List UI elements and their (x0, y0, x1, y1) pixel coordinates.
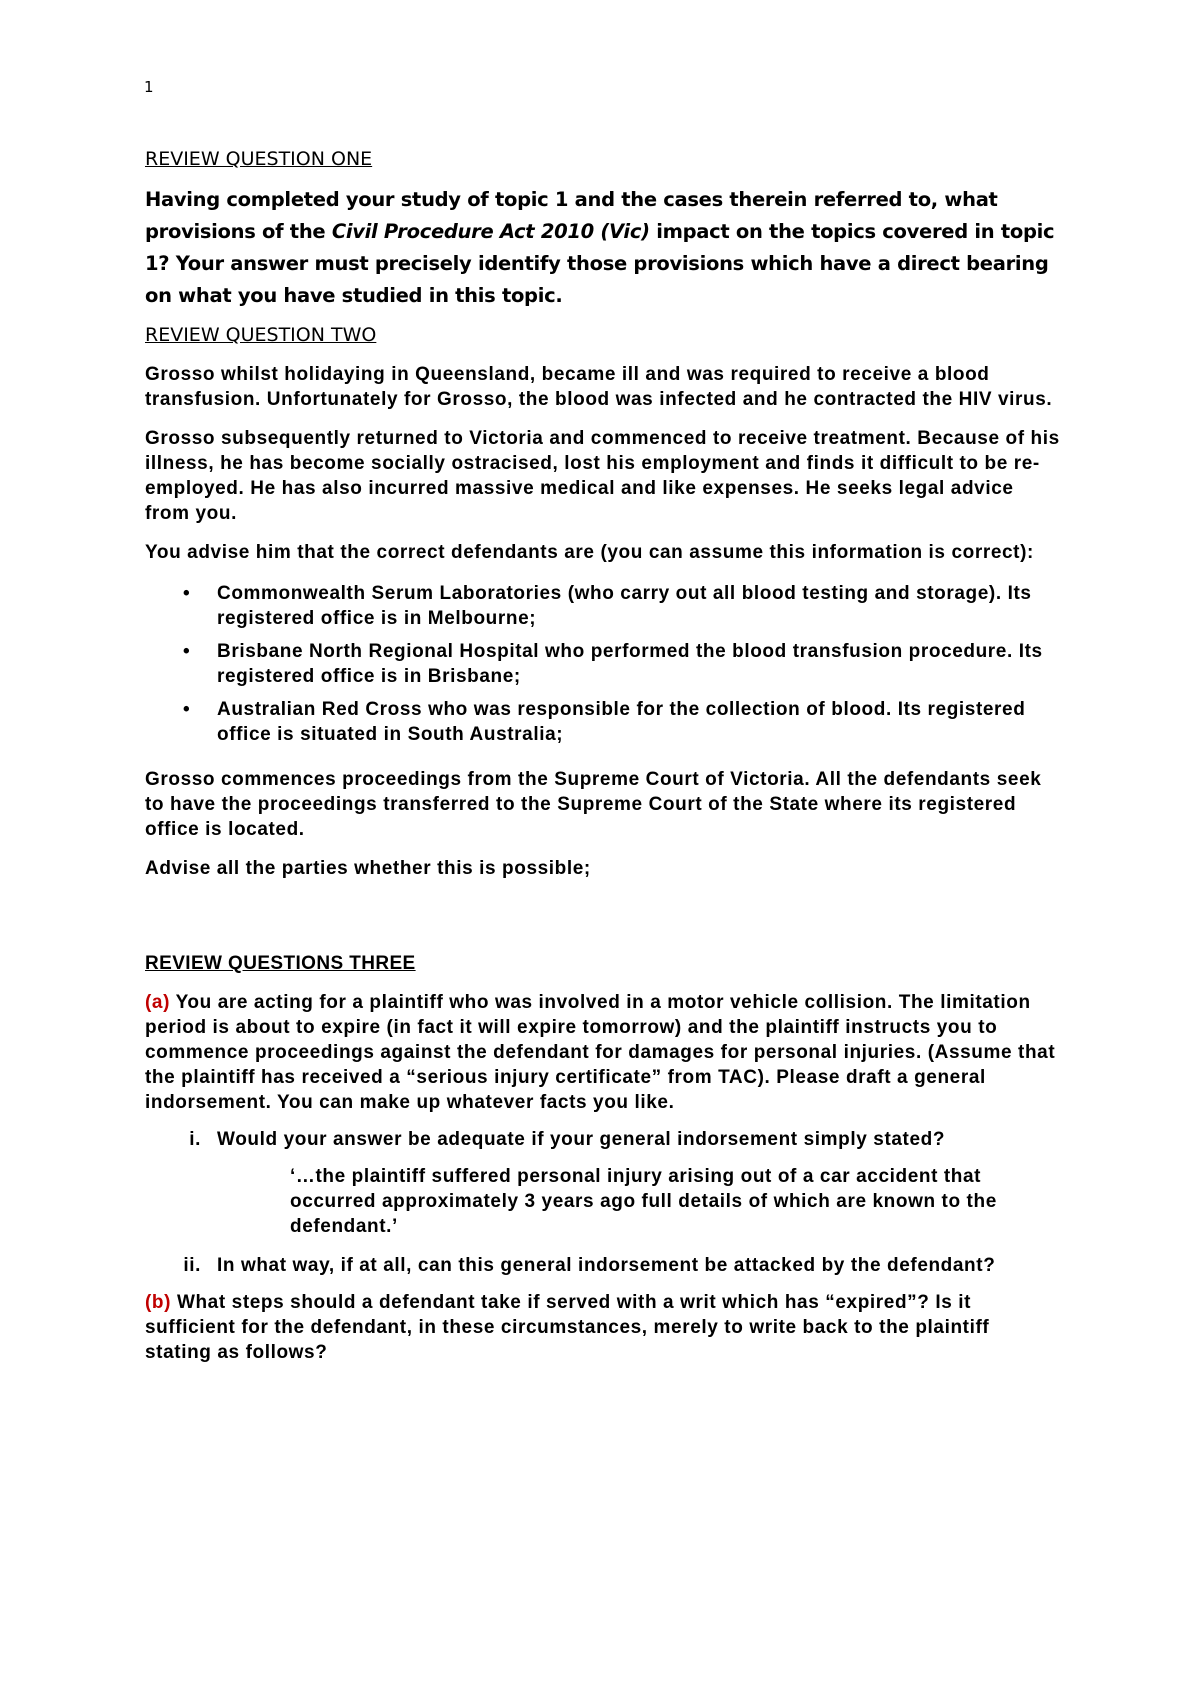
list-item (145, 697, 1060, 747)
list-item (145, 581, 1060, 631)
indorsement-quote: ‘…the plaintiff suffered personal injury arising out of a car accident that occurred approximately 3 years ago full details of which are known to the defendant.’ (290, 1166, 997, 1237)
sub-question-ii (145, 1253, 1060, 1278)
page-content (145, 148, 1060, 1365)
bullet-icon: • (183, 583, 191, 604)
sub-question-i-text: Would your answer be adequate if your general indorsement simply stated? (217, 1129, 946, 1150)
question-three-part-a (145, 990, 1060, 1115)
sub-question-ii-number: ii. (183, 1255, 201, 1276)
question-two-para-5: Advise all the parties whether this is possible; (145, 858, 591, 879)
question-one-text-start: Having completed your study of topic 1 and the cases therein referred to, what provisions of the (145, 188, 998, 243)
part-a-label: (a) (145, 992, 171, 1013)
question-one-body (145, 184, 1060, 312)
question-two-para-3: You advise him that the correct defendants are (you can assume this information is correct): (145, 542, 1034, 563)
act-name: Civil Procedure Act 2010 (Vic) (331, 220, 650, 243)
list-item-text: Commonwealth Serum Laboratories (who carry out all blood testing and storage). Its registered office is in Melbourne; (217, 583, 1032, 629)
question-two-para-1: Grosso whilst holidaying in Queensland, became ill and was required to receive a blood transfusion. Unfortunately for Grosso, the blood was infected and he contracted the HIV virus. (145, 364, 1053, 410)
list-item (145, 639, 1060, 689)
question-one-text-end: impact on the topics covered in topic 1? Your answer must precisely identify those provisions which have a direct bearing on what you have studied in this topic. (145, 220, 1055, 307)
sub-question-ii-text: In what way, if at all, can this general indorsement be attacked by the defendant? (217, 1255, 996, 1276)
list-item-text: Australian Red Cross who was responsible for the collection of blood. Its registered office is situated in South Australia; (217, 699, 1026, 745)
part-b-text: What steps should a defendant take if served with a writ which has “expired”? Is it sufficient for the defendant, in these circumstances, merely to write back to the plaintiff stating as follows? (145, 1292, 990, 1363)
part-a-text: You are acting for a plaintiff who was involved in a motor vehicle collision. The limitation period is about to expire (in fact it will expire tomorrow) and the plaintiff instructs you to commence proceedings against the defendant for damages for personal injuries. (Assume that the plaintiff has received a “serious injury certificate” from TAC). Please draft a general indorsement. You can make up whatever facts you like. (145, 992, 1056, 1113)
defendants-list (145, 581, 1060, 747)
part-b-label: (b) (145, 1292, 172, 1313)
page-number: 1 (144, 78, 154, 96)
question-three-title: REVIEW QUESTIONS THREE (145, 953, 416, 974)
bullet-icon: • (183, 641, 191, 662)
question-three-part-b (145, 1290, 1060, 1365)
question-one-title: REVIEW QUESTION ONE (145, 148, 373, 170)
question-two-para-4: Grosso commences proceedings from the Supreme Court of Victoria. All the defendants seek to have the proceedings transferred to the Supreme Court of the State where its registered office is located. (145, 769, 1042, 840)
list-item-text: Brisbane North Regional Hospital who performed the blood transfusion procedure. Its registered office is in Brisbane; (217, 641, 1043, 687)
sub-question-i (145, 1127, 1060, 1152)
question-two-title: REVIEW QUESTION TWO (145, 324, 377, 346)
bullet-icon: • (183, 699, 191, 720)
question-two-para-2: Grosso subsequently returned to Victoria and commenced to receive treatment. Because of his illness, he has become socially ostracised, lost his employment and finds it difficult to be re-employed. He has also incurred massive medical and like expenses. He seeks legal advice from you. (145, 428, 1060, 524)
sub-question-i-number: i. (189, 1129, 201, 1150)
